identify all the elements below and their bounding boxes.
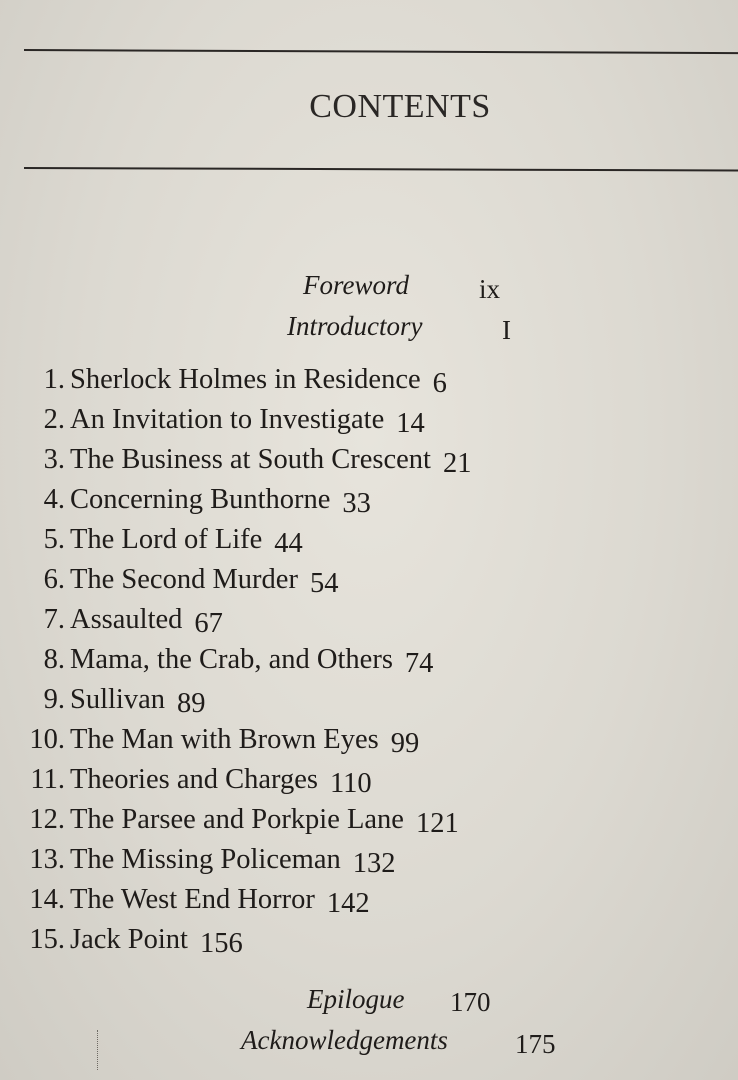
chapter-page: 110 (329, 768, 372, 799)
chapter-page: 14 (396, 408, 425, 439)
top-rule (24, 49, 738, 54)
chapter-number: 6. (43, 564, 65, 595)
back-matter-acknowledgements (241, 1025, 556, 1059)
back-matter-epilogue (307, 984, 491, 1017)
back-matter-label: Acknowledgements (241, 1025, 448, 1055)
chapter-row (0, 724, 738, 764)
chapter-number: 10. (29, 724, 65, 755)
front-matter-page: ix (479, 274, 501, 304)
chapter-number: 8. (43, 644, 65, 675)
page-title: CONTENTS (309, 88, 491, 125)
chapter-row (0, 644, 738, 684)
chapter-number: 12. (29, 804, 65, 835)
front-matter-foreword (303, 270, 501, 304)
chapter-row (0, 804, 738, 844)
chapter-number: 2. (43, 404, 65, 435)
chapter-row (0, 884, 738, 924)
chapter-page: 33 (342, 488, 371, 519)
chapter-number: 7. (43, 604, 65, 635)
chapter-title: Jack Point (70, 924, 188, 955)
chapter-number: 15. (29, 924, 65, 955)
chapter-page: 67 (194, 608, 223, 639)
chapter-number: 13. (29, 844, 65, 875)
chapter-title: Mama, the Crab, and Others (70, 644, 393, 675)
chapter-title: The West End Horror (70, 884, 315, 915)
chapter-page: 44 (274, 528, 303, 559)
chapter-page: 54 (309, 568, 339, 599)
chapter-number: 4. (43, 484, 65, 515)
chapter-title: An Invitation to Investigate (70, 404, 385, 435)
chapter-number: 1. (43, 364, 65, 395)
chapter-row (0, 764, 738, 804)
chapter-title: The Missing Policeman (70, 844, 341, 875)
front-matter-label: Foreword (303, 270, 409, 300)
chapter-title: Theories and Charges (70, 764, 318, 795)
chapter-page: 6 (432, 368, 447, 399)
chapter-number: 5. (43, 524, 65, 555)
chapter-page: 74 (404, 648, 434, 679)
chapter-number: 3. (43, 444, 65, 475)
chapter-title: Concerning Bunthorne (70, 484, 331, 515)
chapter-title: The Parsee and Porkpie Lane (70, 804, 404, 835)
chapter-row (0, 604, 738, 644)
front-matter-introductory (287, 311, 511, 345)
page-edge-mark (97, 1030, 100, 1070)
back-matter-label: Epilogue (307, 984, 405, 1014)
chapter-row (0, 484, 738, 524)
chapter-page: 89 (177, 688, 206, 719)
chapter-page: 99 (390, 728, 420, 759)
chapter-title: The Business at South Crescent (70, 444, 431, 475)
chapter-page: 156 (199, 928, 243, 959)
back-matter-page: 175 (515, 1029, 556, 1059)
back-matter-page: 170 (450, 987, 491, 1017)
chapter-row (0, 564, 738, 604)
chapter-title: The Lord of Life (70, 524, 263, 555)
chapter-number: 9. (43, 684, 65, 715)
chapter-row (0, 524, 738, 564)
chapter-number: 14. (29, 884, 65, 915)
chapter-title: The Man with Brown Eyes (70, 724, 379, 755)
chapter-page: 121 (415, 808, 459, 839)
chapter-row (0, 364, 738, 404)
title-underline-rule (24, 167, 738, 171)
front-matter-page: I (502, 315, 511, 345)
chapter-title: The Second Murder (70, 564, 298, 595)
chapter-row (0, 924, 738, 964)
chapter-title: Sullivan (70, 684, 166, 715)
chapter-row (0, 404, 738, 444)
chapter-row (0, 444, 738, 484)
front-matter-label: Introductory (287, 311, 423, 341)
chapter-number: 11. (30, 764, 65, 795)
chapter-page: 142 (326, 888, 370, 919)
chapter-row (0, 684, 738, 724)
chapter-title: Assaulted (70, 604, 183, 635)
chapter-title: Sherlock Holmes in Residence (70, 364, 421, 395)
chapter-row (0, 844, 738, 884)
chapter-page: 132 (352, 848, 396, 879)
chapter-page: 21 (442, 448, 472, 479)
